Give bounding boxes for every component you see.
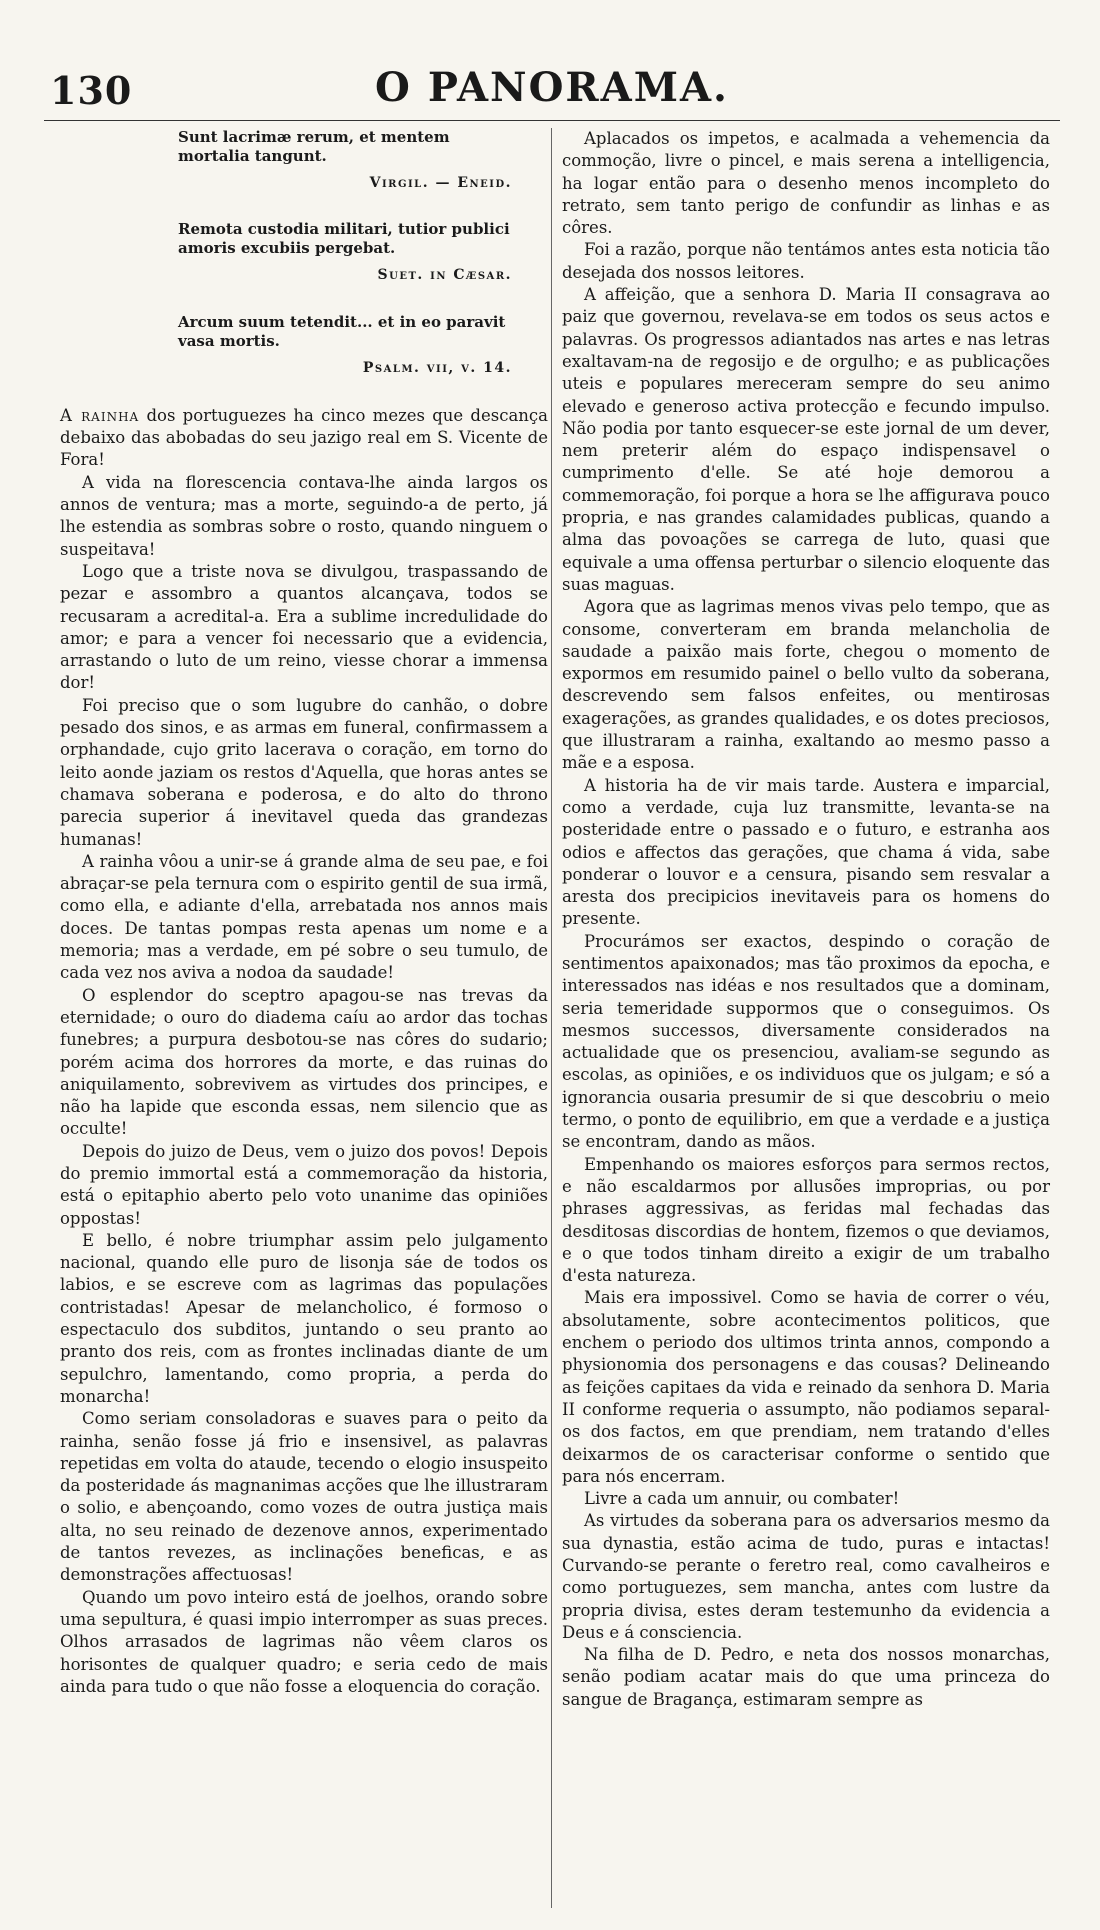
epigraph-text: Arcum suum tetendit... et in eo paravit vasa mortis. <box>178 312 506 350</box>
page-number: 130 <box>50 68 133 113</box>
epigraphs <box>60 128 548 379</box>
epigraph-text: Remota custodia militari, tutior publici amoris excubiis pergebat. <box>178 220 510 258</box>
paragraph: Foi a razão, porque não tentámos antes esta noticia tão desejada dos nossos leitores. <box>562 240 1050 282</box>
epigraph <box>178 313 512 379</box>
left-column <box>60 128 548 1698</box>
paragraph: Mais era impossivel. Como se havia de correr o véu, absolutamente, sobre acontecimentos politicos, que enchem o periodo dos ultimos trinta annos, compondo a physionomia dos personagens e das cousas? Delineando as feições capitaes da vida e reinado da senhora D. Maria II conforme requeria o assumpto, não podiamos separal-os dos factos, em que prendiam, nem tratando d'elles deixarmos de os caracterisar conforme o sentido que para nós encerram. <box>562 1288 1050 1486</box>
epigraph <box>178 220 512 286</box>
paragraph: O esplendor do sceptro apagou-se nas trevas da eternidade; o ouro do diadema caíu ao ardor das tochas funebres; a purpura desbotou-se nas côres do sudario; porém acima dos horrores da morte, e das ruinas do aniquilamento, sobrevivem as virtudes dos principes, e não ha lapide que esconda essas, nem silencio que as occulte! <box>60 985 548 1139</box>
paragraph: A vida na florescencia contava-lhe ainda largos os annos de ventura; mas a morte, seguindo-a de perto, já lhe estendia as sombras sobre o rosto, quando ninguem o suspeitava! <box>60 472 548 559</box>
page-header <box>44 60 1060 121</box>
journal-title: O PANORAMA. <box>375 64 729 111</box>
paragraph: E bello, é nobre triumphar assim pelo julgamento nacional, quando elle puro de lisonja sáe de todos os labios, e se escreve com as lagrimas das populações contristadas! Apesar de melancholico, é formoso o espectaculo dos subditos, juntando o seu pranto ao pranto dos reis, com as frontes inclinadas diante de um sepulchro, lamentando, como propria, a perda do monarcha! <box>60 1230 548 1406</box>
paragraph: A historia ha de vir mais tarde. Austera e imparcial, como a verdade, cuja luz transmitte, levanta-se na posteridade entre o passado e o futuro, e estranha aos odios e affectos das gerações, que chama á vida, sabe ponderar o louvor e a censura, pisando sem resvalar a aresta dos precipicios inevitaveis para os homens do presente. <box>562 775 1050 929</box>
epigraph-source: Psalm. vii, v. 14. <box>362 359 512 376</box>
epigraph-text: Sunt lacrimæ rerum, et mentem mortalia tangunt. <box>178 128 450 165</box>
paragraph-text: dos portuguezes ha cinco mezes que descança debaixo das abobadas do seu jazigo real em S. Vicente de Fora! <box>60 405 549 470</box>
column-divider <box>551 128 552 1908</box>
epigraph-source: Suet. in Cæsar. <box>377 267 512 284</box>
paragraph: Depois do juizo de Deus, vem o juizo dos povos! Depois do premio immortal está a commemoração da historia, está o epitaphio aberto pelo voto unanime das opiniões oppostas! <box>60 1141 548 1228</box>
paragraph: Empenhando os maiores esforços para sermos rectos, e não escaldarmos por allusões improprias, ou por phrases aggressivas, as feridas mal fechadas das desditosas discordias de hontem, fizemos o que deviamos, e o que todos tinham direito a exigir de um trabalho d'esta natureza. <box>562 1154 1050 1286</box>
opening-word: A rainha <box>60 405 140 425</box>
paragraph: Aplacados os impetos, e acalmada a vehemencia da commoção, livre o pincel, e mais serena a intelligencia, ha logar então para o desenho menos incompleto do retrato, sem tanto perigo de confundir as linhas e as côres. <box>562 129 1050 238</box>
paragraph <box>60 405 548 472</box>
paragraph: A rainha vôou a unir-se á grande alma de seu pae, e foi abraçar-se pela ternura com o espirito gentil de sua irmã, como ella, e adiante d'ella, arrebatada nos annos mais doces. De tantas pompas resta apenas um nome e a memoria; mas a verdade, em pé sobre o seu tumulo, de cada vez nos aviva a nodoa da saudade! <box>60 851 548 983</box>
paragraph: Foi preciso que o som lugubre do canhão, o dobre pesado dos sinos, e as armas em funeral, confirmassem a orphandade, cujo grito lacerava o coração, em torno do leito aonde jaziam os restos d'Aquella, que horas antes se chamava soberana e poderosa, e do alto do throno parecia superior á inevitavel queda das grandezas humanas! <box>60 695 548 849</box>
paragraph: As virtudes da soberana para os adversarios mesmo da sua dynastia, estão acima de tudo, puras e intactas! Curvando-se perante o feretro real, como cavalheiros e como portuguezes, sem mancha, antes com lustre da propria divisa, estes deram testemunho da evidencia a Deus e á consciencia. <box>562 1511 1050 1642</box>
paragraph: Livre a cada um annuir, ou combater! <box>584 1489 900 1509</box>
paragraph: Quando um povo inteiro está de joelhos, orando sobre uma sepultura, é quasi impio interromper as suas preces. Olhos arrasados de lagrimas não vêem claros os horisontes de qualquer quadro; e seria cedo de mais ainda para tudo o que não fosse a eloquencia do coração. <box>60 1587 548 1696</box>
paragraph: Procurámos ser exactos, despindo o coração de sentimentos apaixonados; mas tão proximos da epocha, e interessados nas idéas e nos resultados que a dominam, seria temeridade suppormos que o conseguimos. Os mesmos successos, diversamente considerados na actualidade que os presenciou, avaliam-se segundo as escolas, as opiniões, e os individuos que os julgam; e só a ignorancia ousaria presumir de si que descobriu o meio termo, o ponto de equilibrio, em que a verdade e a justiça se encontram, dando as mãos. <box>562 931 1050 1152</box>
right-column <box>562 128 1050 1711</box>
paragraph: A affeição, que a senhora D. Maria II consagrava ao paiz que governou, revelava-se em todos os seus actos e palavras. Os progressos adiantados nas artes e nas letras exaltavam-na de regosijo e de orgulho; e as publicações uteis e populares mereceram sempre do seu animo elevado e generoso activa protecção e fecundo impulso. Não podia por tanto esquecer-se este jornal de um dever, nem preterir além do espaço indispensavel o cumprimento d'elle. Se até hoje demorou a commemoração, foi porque a hora se lhe affigurava pouco propria, e nas grandes calamidades publicas, quando a alma das povoações se carrega de luto, quasi que equivale a uma offensa perturbar o silencio eloquente das suas maguas. <box>562 285 1050 594</box>
paragraph: Agora que as lagrimas menos vivas pelo tempo, que as consome, converteram em branda melancholia de saudade a paixão mais forte, chegou o momento de expormos em resumido painel o bello vulto da soberana, descrevendo sem falsos enfeites, ou mentirosas exagerações, as grandes qualidades, e os dotes preciosos, que illustraram a rainha, exaltando ao mesmo passo a mãe e a esposa. <box>562 597 1050 773</box>
paragraph: Logo que a triste nova se divulgou, traspassando de pezar e assombro a quantos alcançava, todos se recusaram a acredital-a. Era a sublime incredulidade do amor; e para a vencer foi necessario que a evidencia, arrastando o luto de um reino, viesse chorar a immensa dor! <box>60 561 548 693</box>
paragraph: Como seriam consoladoras e suaves para o peito da rainha, senão fosse já frio e insensivel, as palavras repetidas em volta do ataude, tecendo o elogio insuspeito da posteridade ás magnanimas acções que lhe illustraram o solio, e abençoando, como vozes de outra justiça mais alta, no seu reinado de dezenove annos, experimentado de tantos revezes, as inclinações beneficas, e as demonstrações affectuosas! <box>60 1409 548 1585</box>
epigraph-source: Virgil. — Eneid. <box>369 175 512 191</box>
paragraph: Na filha de D. Pedro, e neta dos nossos monarchas, senão podiam acatar mais do que uma princeza do sangue de Bragança, estimaram sempre as <box>562 1645 1050 1709</box>
epigraph <box>178 128 512 194</box>
